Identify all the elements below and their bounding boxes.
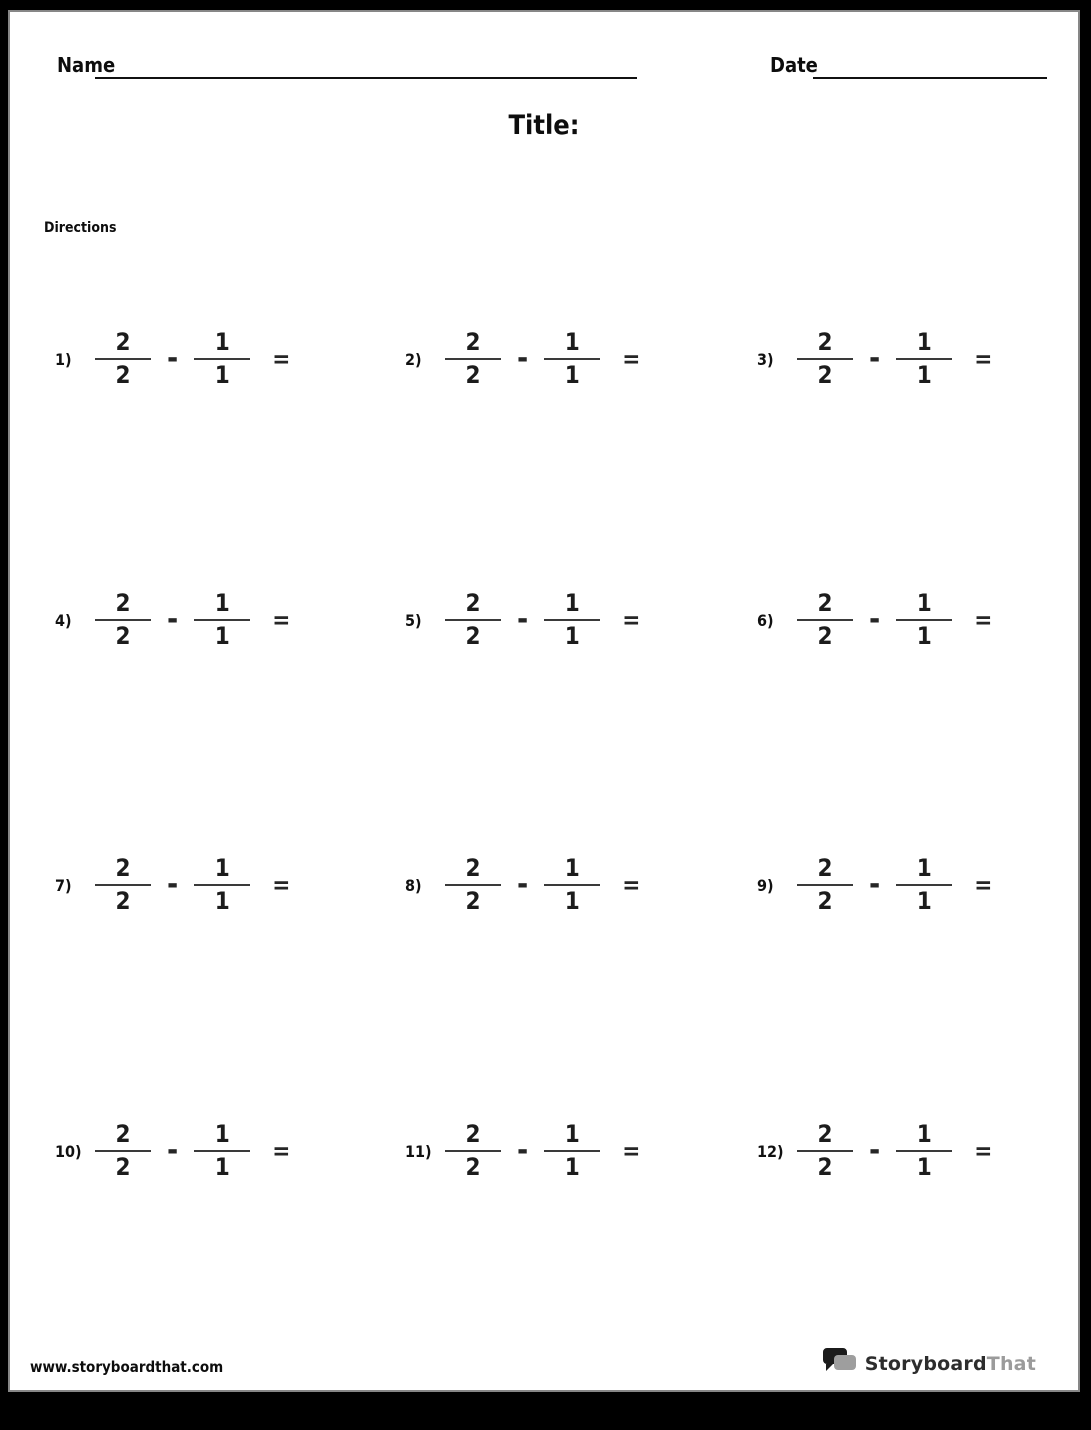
denominator: 2 [817,361,833,389]
minus-operator: - [167,341,179,376]
fraction [445,329,501,389]
denominator: 1 [564,887,580,915]
problem-number: 9) [757,875,774,895]
logo-text-that: That [986,1352,1036,1375]
fraction [797,329,853,389]
numerator: 1 [564,1120,580,1148]
directions-label: Directions [44,220,117,236]
problem-number: 4) [55,610,72,630]
problem-number: 1) [55,349,72,369]
date-label: Date [770,53,818,77]
numerator: 1 [564,589,580,617]
fraction-bar [544,1150,600,1152]
problem-number: 10) [55,1141,82,1161]
numerator: 1 [214,854,230,882]
fraction-bar [95,1150,151,1152]
problem-number: 11) [405,1141,432,1161]
fraction-bar [544,619,600,621]
fraction [445,855,501,915]
fraction-bar [797,1150,853,1152]
problem-number: 7) [55,875,72,895]
denominator: 2 [465,887,481,915]
fraction-bar [544,884,600,886]
denominator: 1 [564,1153,580,1181]
page-title: Title: [508,110,580,141]
date-line [813,77,1047,79]
equals-sign: = [272,1137,291,1165]
minus-operator: - [517,341,529,376]
equals-sign: = [622,871,641,899]
denominator: 1 [916,361,932,389]
numerator: 1 [214,589,230,617]
denominator: 2 [115,887,131,915]
denominator: 1 [916,1153,932,1181]
numerator: 2 [115,328,131,356]
problem [405,588,640,652]
fraction [445,1121,501,1181]
site-url: www.storyboardthat.com [30,1358,224,1376]
denominator: 1 [916,887,932,915]
numerator: 1 [916,1120,932,1148]
storyboardthat-logo [822,1347,1036,1380]
denominator: 1 [214,361,230,389]
fraction [194,590,250,650]
fraction-bar [445,1150,501,1152]
numerator: 1 [916,328,932,356]
fraction [95,329,151,389]
fraction-bar [445,619,501,621]
equals-sign: = [622,606,641,634]
denominator: 2 [817,622,833,650]
equals-sign: = [974,345,993,373]
fraction-bar [95,619,151,621]
minus-operator: - [517,867,529,902]
fraction-bar [544,358,600,360]
fraction-bar [797,358,853,360]
numerator: 1 [916,854,932,882]
problem-number: 3) [757,349,774,369]
problem-number: 8) [405,875,422,895]
denominator: 2 [465,361,481,389]
fraction [95,590,151,650]
problem [55,1119,290,1183]
problem [55,327,290,391]
fraction [95,1121,151,1181]
problem [405,327,640,391]
fraction [797,1121,853,1181]
fraction [95,855,151,915]
fraction-bar [95,884,151,886]
numerator: 2 [465,328,481,356]
problem-number: 12) [757,1141,784,1161]
problem-number: 6) [757,610,774,630]
numerator: 2 [465,589,481,617]
numerator: 2 [817,328,833,356]
problem [757,1119,992,1183]
minus-operator: - [167,867,179,902]
denominator: 2 [115,1153,131,1181]
equals-sign: = [622,1137,641,1165]
problem [757,588,992,652]
denominator: 2 [115,361,131,389]
numerator: 2 [115,1120,131,1148]
fraction [896,329,952,389]
minus-operator: - [869,602,881,637]
numerator: 1 [916,589,932,617]
numerator: 1 [214,328,230,356]
denominator: 2 [817,887,833,915]
name-line [95,77,637,79]
fraction-bar [445,358,501,360]
fraction [445,590,501,650]
denominator: 1 [214,1153,230,1181]
fraction [544,329,600,389]
numerator: 1 [564,854,580,882]
fraction-bar [896,358,952,360]
minus-operator: - [517,602,529,637]
problem [55,853,290,917]
equals-sign: = [272,606,291,634]
minus-operator: - [869,867,881,902]
name-label: Name [57,53,116,77]
minus-operator: - [517,1133,529,1168]
worksheet-page [8,10,1080,1392]
equals-sign: = [974,1137,993,1165]
numerator: 2 [115,854,131,882]
logo-text-storyboard: Storyboard [864,1352,987,1375]
fraction [544,1121,600,1181]
equals-sign: = [974,606,993,634]
fraction [896,590,952,650]
numerator: 2 [817,589,833,617]
fraction [544,590,600,650]
numerator: 2 [465,1120,481,1148]
problem [405,853,640,917]
denominator: 1 [564,622,580,650]
minus-operator: - [167,602,179,637]
denominator: 2 [817,1153,833,1181]
fraction-bar [797,619,853,621]
fraction-bar [896,884,952,886]
fraction-bar [445,884,501,886]
equals-sign: = [974,871,993,899]
problem [55,588,290,652]
equals-sign: = [272,345,291,373]
denominator: 2 [465,622,481,650]
denominator: 1 [214,887,230,915]
problem [405,1119,640,1183]
numerator: 1 [214,1120,230,1148]
denominator: 2 [465,1153,481,1181]
fraction-bar [95,358,151,360]
fraction-bar [194,619,250,621]
denominator: 1 [214,622,230,650]
fraction [797,855,853,915]
equals-sign: = [622,345,641,373]
logo-text [865,1353,1036,1375]
fraction [544,855,600,915]
denominator: 1 [916,622,932,650]
fraction [797,590,853,650]
fraction [896,1121,952,1181]
fraction-bar [896,619,952,621]
denominator: 2 [115,622,131,650]
problem-number: 2) [405,349,422,369]
minus-operator: - [167,1133,179,1168]
fraction-bar [194,358,250,360]
fraction-bar [194,1150,250,1152]
numerator: 1 [564,328,580,356]
fraction-bar [896,1150,952,1152]
problem [757,853,992,917]
minus-operator: - [869,1133,881,1168]
numerator: 2 [817,854,833,882]
numerator: 2 [465,854,481,882]
fraction [194,1121,250,1181]
fraction-bar [797,884,853,886]
fraction [194,329,250,389]
numerator: 2 [115,589,131,617]
fraction [896,855,952,915]
numerator: 2 [817,1120,833,1148]
problem [757,327,992,391]
minus-operator: - [869,341,881,376]
problem-number: 5) [405,610,422,630]
equals-sign: = [272,871,291,899]
speech-bubbles-icon [822,1347,858,1380]
fraction [194,855,250,915]
denominator: 1 [564,361,580,389]
fraction-bar [194,884,250,886]
